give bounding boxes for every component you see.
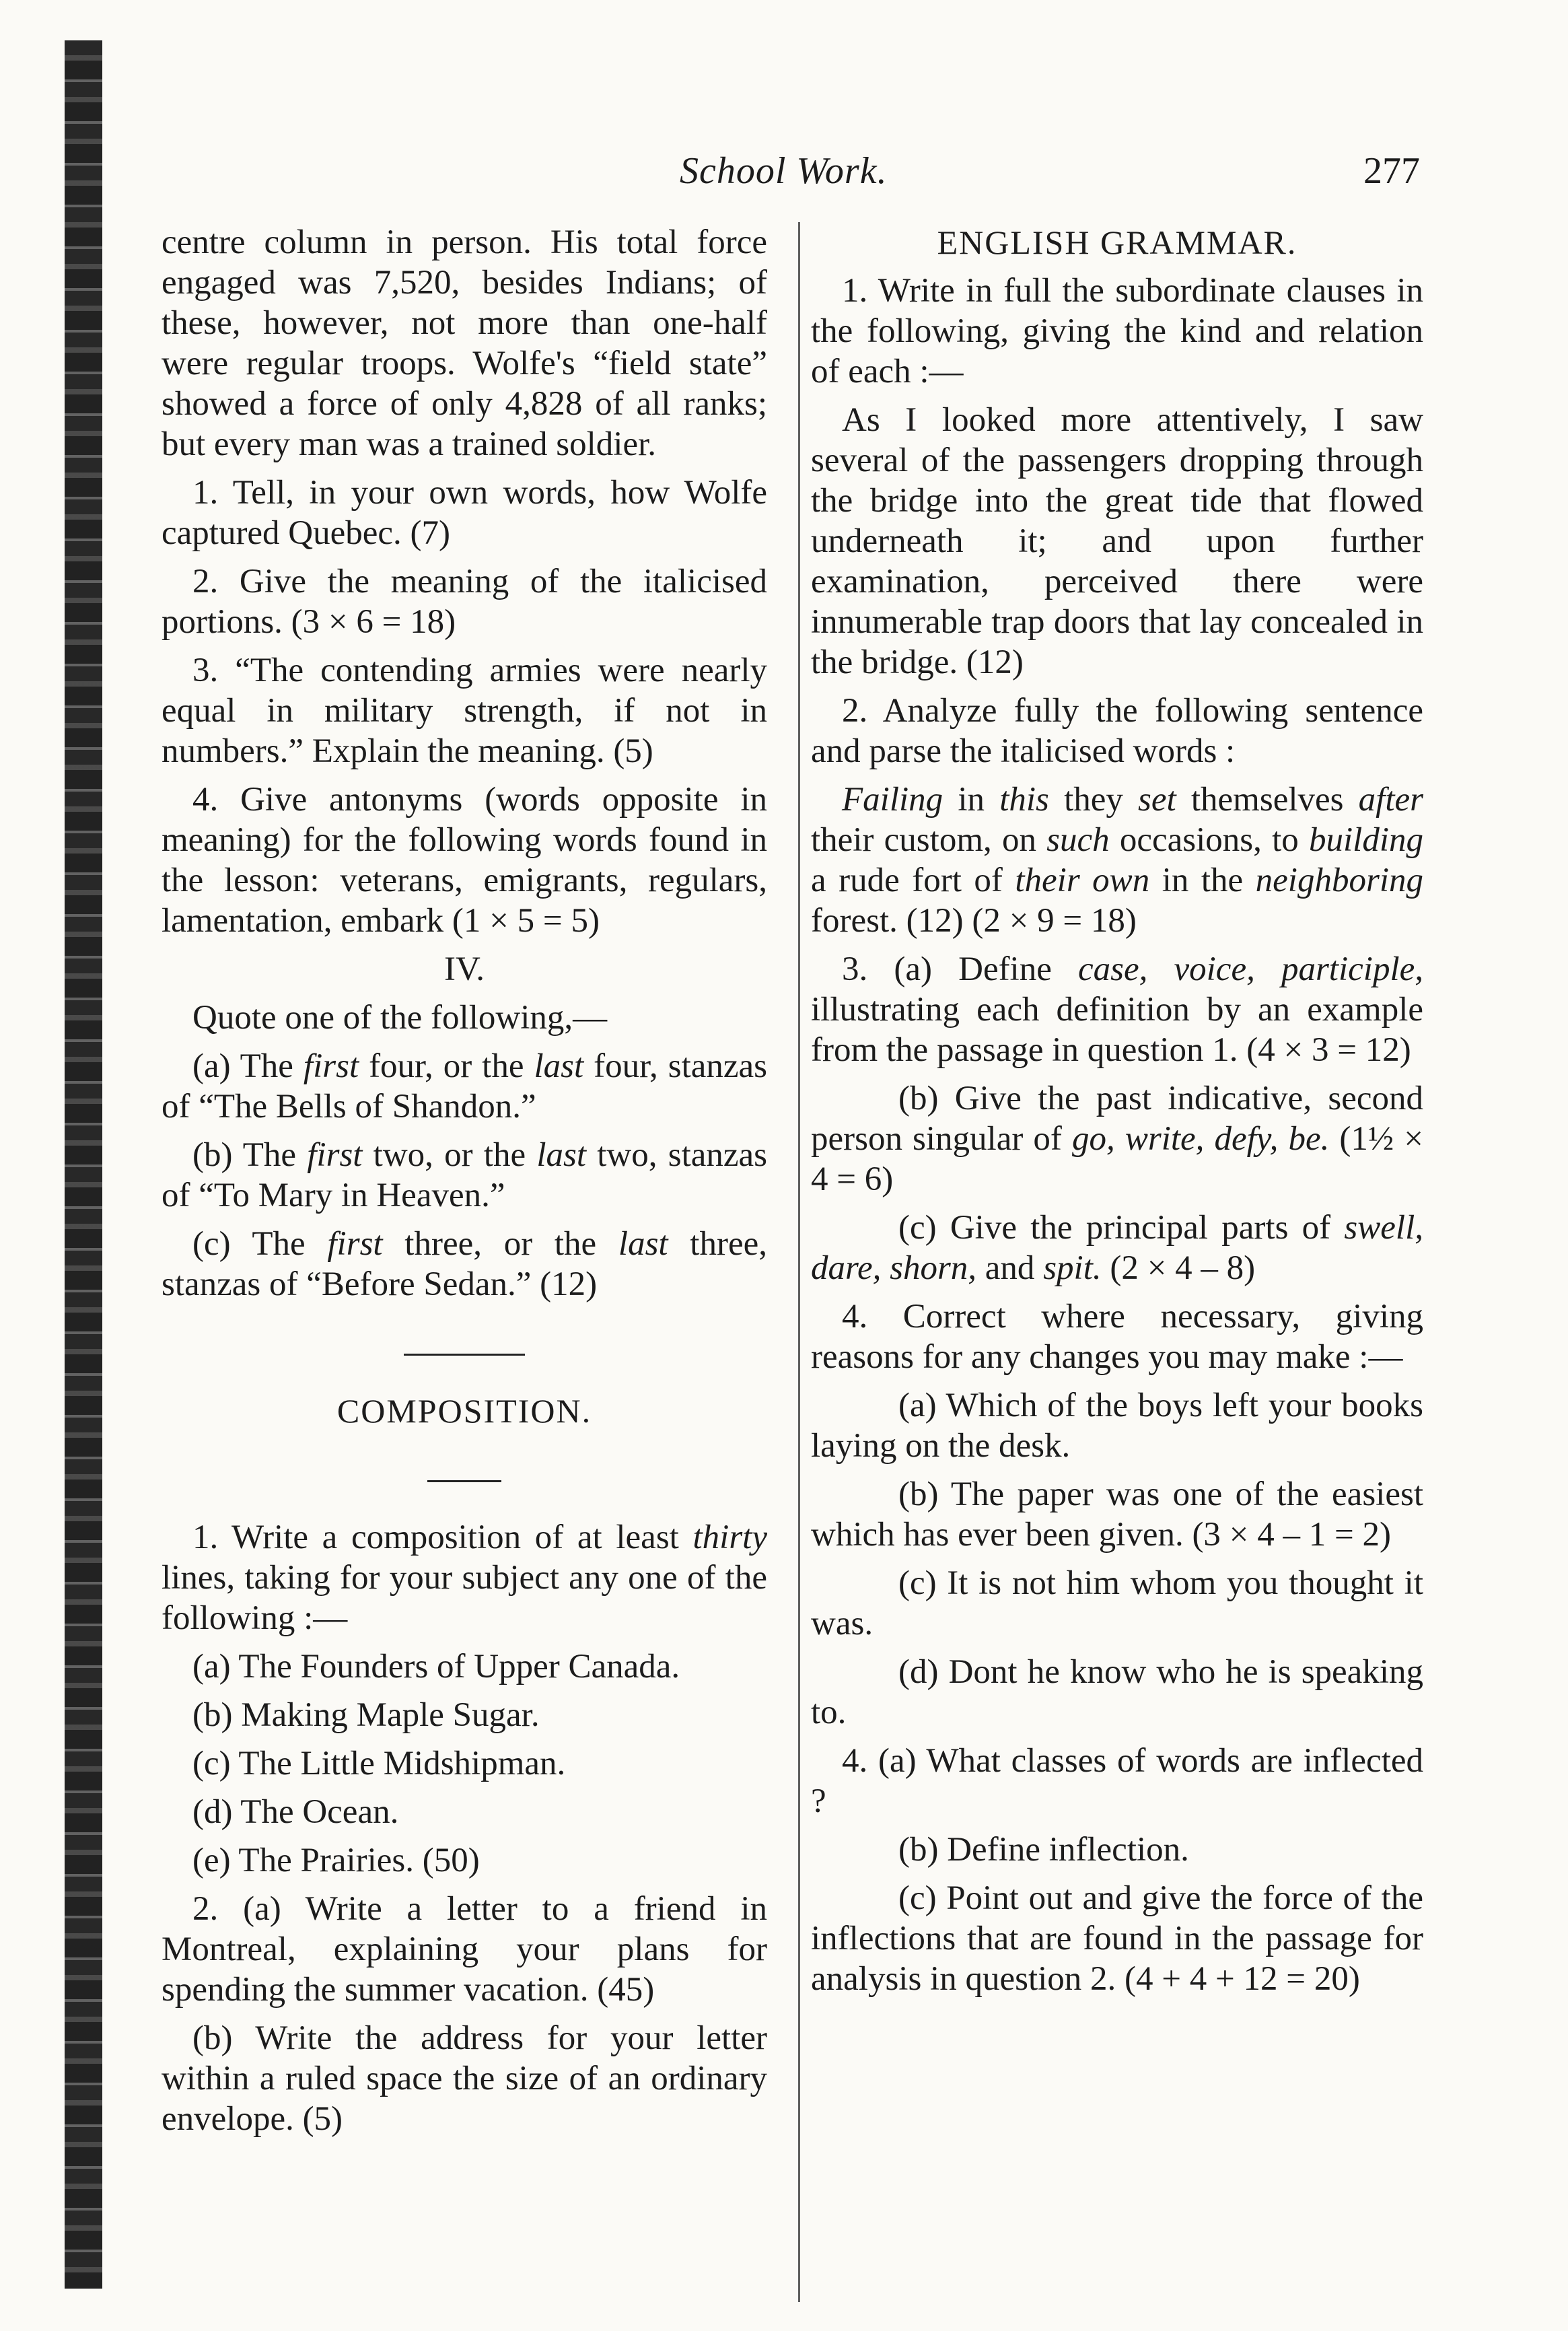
- italic-text: building: [1308, 821, 1423, 859]
- text: (c) Give the principal parts of: [898, 1209, 1345, 1247]
- quote-intro: Quote one of the following,—: [192, 999, 608, 1037]
- text: four, or the: [359, 1047, 534, 1085]
- italic-text: their own: [1015, 862, 1150, 899]
- section-dash: [162, 1325, 767, 1365]
- text: three, or the: [382, 1225, 618, 1263]
- italic-text: last: [534, 1047, 584, 1085]
- italic-text: last: [618, 1225, 668, 1263]
- grammar-question-4d: (d) Dont he know who he is speaking to.: [811, 1653, 1423, 1731]
- page-number: 277: [1363, 150, 1420, 192]
- section-dash: [162, 1451, 767, 1492]
- text: four, stanzas of “The Bells of Shandon.”: [162, 1047, 767, 1125]
- running-title: School Work.: [680, 150, 888, 192]
- grammar-question-5b: (b) Define inflection.: [898, 1831, 1189, 1869]
- text: 3. (a) Define: [842, 950, 1078, 988]
- grammar-question-3b: [811, 1078, 1423, 1199]
- history-passage-end: centre column in person. His total force engaged was 7,520, besides Indians; of these, however, not more than one-half were regular troops. Wolfe's “field state” showed a force of only 4,828 of all ranks; but every man was a trained soldier.: [162, 223, 767, 463]
- italic-text: spit.: [1043, 1249, 1102, 1287]
- page-header: [162, 149, 1427, 203]
- text: (c) The: [192, 1225, 328, 1263]
- grammar-question-4a: (a) Which of the boys left your books laying on the desk.: [811, 1387, 1423, 1465]
- text: (b) Give the past indicative, second person singular of: [811, 1080, 1423, 1158]
- history-question-2: 2. Give the meaning of the italicised portions. (3 × 6 = 18): [162, 563, 767, 641]
- italic-text: first: [303, 1047, 359, 1085]
- grammar-question-4c: (c) It is not him whom you thought it was.: [811, 1564, 1423, 1642]
- text: illustrating each definition by an example from the passage in question 1. (4 × 3 = 12): [811, 991, 1423, 1069]
- italic-text: last: [536, 1136, 587, 1174]
- analysis-sentence: [811, 779, 1423, 941]
- italic-text: this: [999, 781, 1049, 819]
- grammar-question-1: 1. Write in full the subordinate clauses in the following, giving the kind and relation of each :—: [811, 272, 1423, 390]
- text: three, stanzas of “Before Sedan.” (12): [162, 1225, 767, 1303]
- composition-option-b: (b) Making Maple Sugar.: [192, 1696, 540, 1734]
- composition-option-e: (e) The Prairies. (50): [192, 1842, 480, 1879]
- text: forest. (12) (2 × 9 = 18): [811, 902, 1137, 940]
- grammar-question-4: 4. Correct where necessary, giving reasons for any changes you may make :—: [811, 1298, 1423, 1376]
- composition-option-c: (c) The Little Midshipman.: [192, 1745, 566, 1782]
- english-grammar-heading: ENGLISH GRAMMAR.: [937, 223, 1297, 261]
- quote-option-a: [162, 1046, 767, 1127]
- scanned-page-edge: [65, 40, 102, 2289]
- italic-text: swell, dare, shorn,: [811, 1209, 1423, 1287]
- grammar-question-5c: (c) Point out and give the force of the inflections that are found in the passage for analysis in question 2. (4 + 4 + 12 = 20): [811, 1879, 1423, 1998]
- section-iv-heading: IV.: [444, 950, 485, 988]
- text: lines, taking for your subject any one of the following :—: [162, 1559, 767, 1637]
- text: 1. Write a composition of at least: [192, 1519, 693, 1556]
- text: two, stanzas of “To Mary in Heaven.”: [162, 1136, 767, 1214]
- text: in the: [1149, 862, 1256, 899]
- text: (b) The: [192, 1136, 308, 1174]
- quote-option-c: [162, 1224, 767, 1304]
- italic-text: after: [1358, 781, 1423, 819]
- italic-text: case, voice, participle,: [1078, 950, 1424, 988]
- composition-question-2a: 2. (a) Write a letter to a friend in Montreal, explaining your plans for spending the summer vacation. (45): [162, 1890, 767, 2009]
- text: their custom, on: [811, 821, 1047, 859]
- italic-text: set: [1138, 781, 1176, 819]
- composition-question-2b: (b) Write the address for your letter within a ruled space the size of an ordinary envelope. (5): [162, 2019, 767, 2138]
- text: two, or the: [362, 1136, 537, 1174]
- italic-text: go, write, defy, be.: [1072, 1120, 1330, 1158]
- text: (2 × 4 – 8): [1101, 1249, 1256, 1287]
- quote-option-b: [162, 1135, 767, 1216]
- grammar-question-3a: [811, 949, 1423, 1070]
- text: a rude fort of: [811, 862, 1015, 899]
- italic-text: such: [1046, 821, 1110, 859]
- text: (1½ × 4 = 6): [811, 1120, 1423, 1198]
- grammar-question-3c: [811, 1208, 1423, 1288]
- grammar-question-2: 2. Analyze fully the following sentence and parse the italicised words :: [811, 692, 1423, 770]
- composition-option-a: (a) The Founders of Upper Canada.: [192, 1648, 680, 1685]
- italic-text: neighboring: [1255, 862, 1423, 899]
- grammar-question-4b: (b) The paper was one of the easiest which has ever been given. (3 × 4 – 1 = 2): [811, 1475, 1423, 1554]
- column-divider: [798, 222, 800, 2302]
- composition-question-1: [162, 1517, 767, 1638]
- italic-text: first: [327, 1225, 383, 1263]
- grammar-passage: As I looked more attentively, I saw several of the passengers dropping through the bridge into the great tide that flowed underneath it; and upon further examination, perceived there were innumerable trap doors that lay concealed in the bridge. (12): [811, 401, 1423, 681]
- text: themselves: [1176, 781, 1359, 819]
- text: and: [976, 1249, 1044, 1287]
- text: in: [943, 781, 1000, 819]
- history-question-1: 1. Tell, in your own words, how Wolfe captured Quebec. (7): [162, 474, 767, 552]
- composition-heading: COMPOSITION.: [336, 1392, 592, 1430]
- composition-option-d: (d) The Ocean.: [192, 1793, 399, 1831]
- italic-text: first: [307, 1136, 363, 1174]
- history-question-4: 4. Give antonyms (words opposite in meaning) for the following words found in the lesson: veterans, emigrants, regulars, lamentation, embark (1 × 5 = 5): [162, 781, 767, 940]
- left-column: [162, 222, 767, 2147]
- text: they: [1048, 781, 1139, 819]
- italic-text: Failing: [842, 781, 943, 819]
- italic-text: thirty: [692, 1519, 767, 1556]
- text: occasions, to: [1109, 821, 1309, 859]
- grammar-question-5a: 4. (a) What classes of words are inflected ?: [811, 1742, 1423, 1820]
- text: (a) The: [192, 1047, 304, 1085]
- right-column: [811, 222, 1423, 2007]
- history-question-3: 3. “The contending armies were nearly equal in military strength, if not in numbers.” Explain the meaning. (5): [162, 652, 767, 770]
